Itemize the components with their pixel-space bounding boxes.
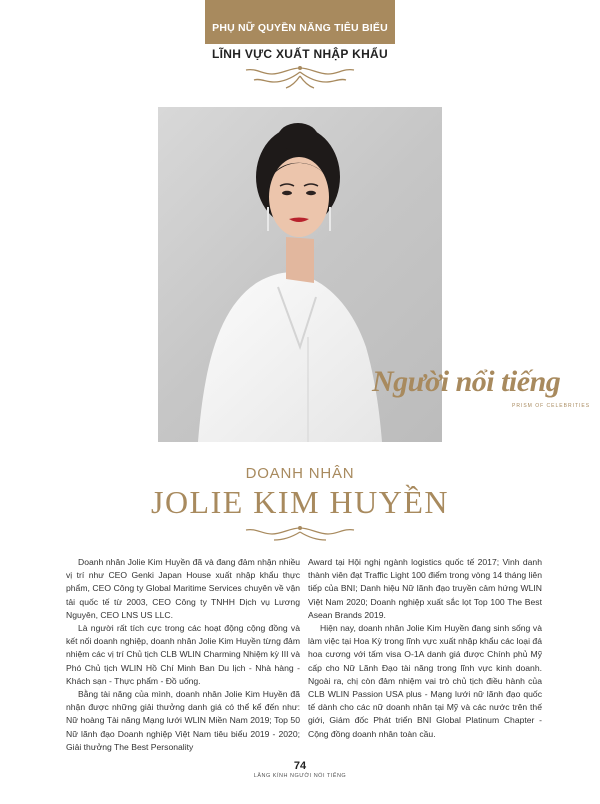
profile-role: DOANH NHÂN bbox=[245, 465, 355, 482]
ornament-top-icon bbox=[238, 64, 362, 92]
article-column-left bbox=[66, 556, 300, 754]
page-number: 74 bbox=[293, 760, 307, 772]
article-paragraph: Là người rất tích cực trong các hoạt động cộng đồng và kết nối doanh nghiệp, doanh nhân Jolie Kim Huyền từng đảm nhiệm các vị trí Chủ tịch CLB WLIN Charming Nhiệm kỳ III và Phó Chủ tịch WLIN Hồ Chí Minh Ban Du lịch - Nhà hàng - Khách sạn - Thực phẩm - Đồ uống. bbox=[66, 623, 300, 686]
article-paragraph-continued: Award tại Hội nghị ngành logistics quốc tế 2017; Vinh danh thành viên đạt Traffic Light 100 điểm trong vòng 14 tháng liên tiếp của BNI; Danh hiệu Nữ lãnh đạo truyền cảm hứng WLIN Việt Nam 2020; Doanh nghiệp xuất sắc lọt Top 100 The Best Asean Brands 2019. bbox=[308, 557, 542, 620]
category-title: LĨNH VỰC XUẤT NHẬP KHẨU bbox=[212, 47, 388, 61]
article-paragraph: Bằng tài năng của mình, doanh nhân Jolie Kim Huyền đã nhận được những giải thưởng danh giá có thể kể đến như: Nữ hoàng Tài năng Mạng lưới WLIN Miền Nam 2019; Top 50 Nữ lãnh đạo Doanh nghiệp Việt Nam tiêu biểu 2019 - 2020; Giải thưởng The Best Personality bbox=[66, 689, 300, 752]
profile-name: JOLIE KIM HUYỀN bbox=[150, 484, 449, 520]
section-banner-text: PHỤ NỮ QUYỀN NĂNG TIÊU BIỂU bbox=[212, 22, 388, 34]
section-banner bbox=[205, 0, 395, 44]
magazine-tagline: PRISM OF CELEBRITIES bbox=[512, 403, 591, 409]
publication-name: LĂNG KÍNH NGƯỜI NỔI TIẾNG bbox=[253, 773, 347, 779]
ornament-divider-icon bbox=[242, 522, 358, 544]
magazine-logo: Người nổi tiếng bbox=[372, 365, 561, 398]
article-paragraph: Hiện nay, doanh nhân Jolie Kim Huyền đang sinh sống và làm việc tại Hoa Kỳ trong lĩnh vực xuất nhập khẩu các loại đá hoa cương với tấm visa O-1A danh giá được Chính phủ Mỹ cấp cho Nữ Lãnh Đạo tài năng trong lĩnh vực kinh doanh. Ngoài ra, chị còn đảm nhiệm vai trò chủ tịch điều hành của CLB WLIN Passion USA plus - Mạng lưới nữ lãnh đạo quốc tế dành cho các nữ doanh nhân tại Mỹ và các nước trên thế giới, Giám đốc Phát triển BNI Global Platinum Chapter - Cộng đồng doanh nhân toàn cầu. bbox=[308, 623, 542, 739]
article-paragraph: Doanh nhân Jolie Kim Huyền đã và đang đảm nhận nhiều vị trí như CEO Genki Japan House xuất nhập khẩu thực phẩm, CEO Công ty Global Maritime Services chuyên về vận tải quốc tế từ 2003, CEO Công ty TNHH Dịch vụ Lương Nguyên, CEO LNS US LLC. bbox=[66, 557, 300, 620]
article-column-right bbox=[308, 556, 542, 741]
